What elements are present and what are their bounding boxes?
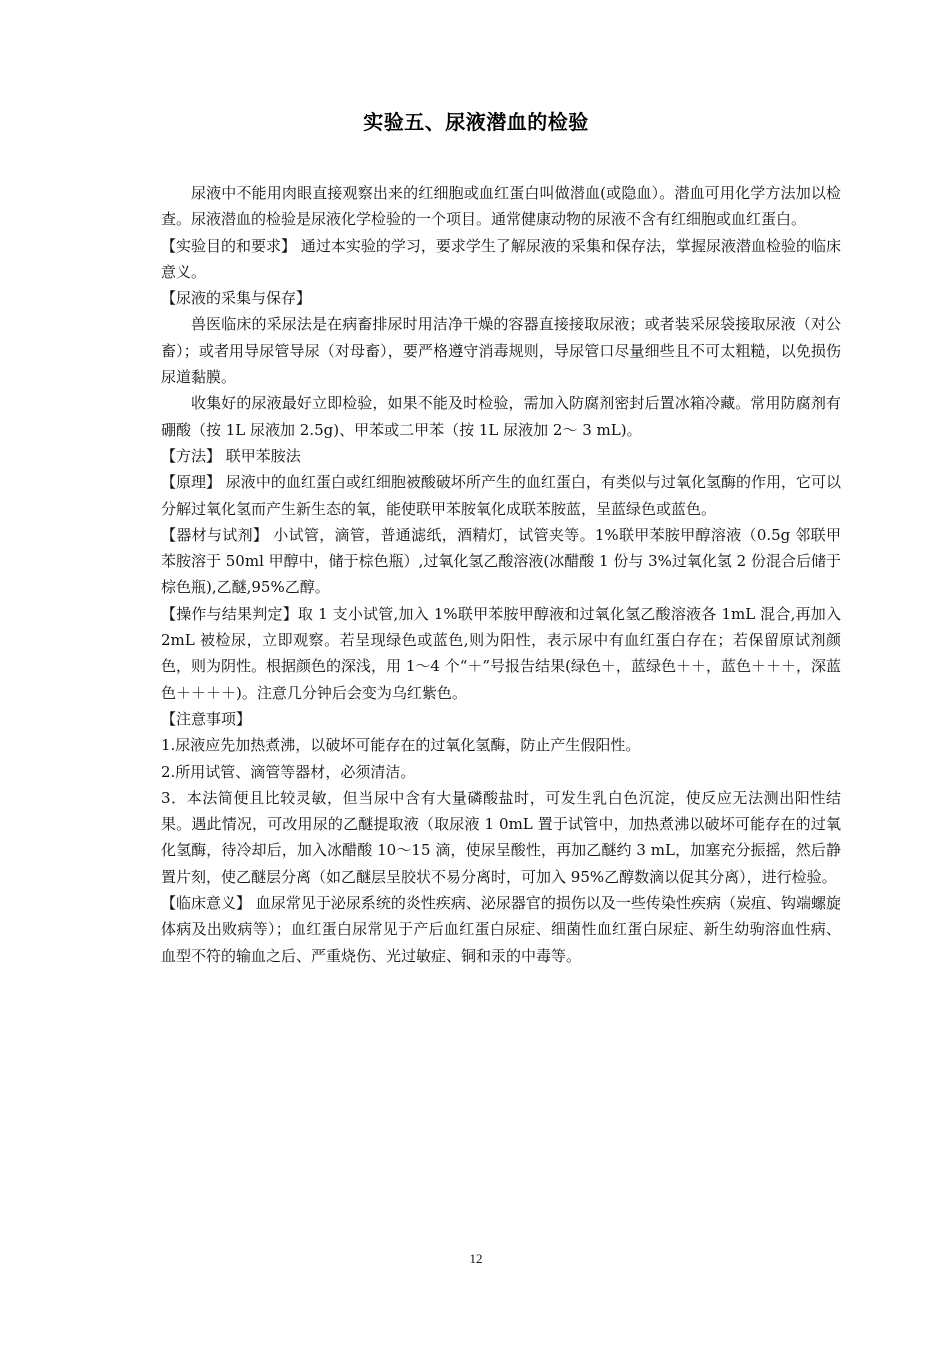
note-item-2: 2.所用试管、滴管等器材，必须清洁。 (161, 762, 416, 781)
materials-paragraph (161, 522, 841, 601)
method-text: 联甲苯胺法 (221, 446, 301, 465)
document-body (161, 180, 841, 969)
purpose-text: 通过本实验的学习，要求学生了解尿液的采集和保存法，掌握尿液潜血检验的临床意义。 (161, 236, 841, 281)
section-heading-notes: 【注意事项】 (161, 709, 252, 728)
method-paragraph (161, 443, 841, 469)
note-item-3: 3．本法简便且比较灵敏，但当尿中含有大量磷酸盐时，可发生乳白色沉淀，使反应无法测出阳性结果。遇此情况，可改用尿的乙醚提取液（取尿液 1 0mL 置于试管中，加热煮沸以破坏可能存在的过氧化氢酶，待冷却后，加入冰醋酸 10～15 滴，使尿呈酸性，再加乙醚约 3 mL，加塞充分振摇，然后静置片刻，使乙醚层分离（如乙醚层呈胶状不易分离时，可加入 95%乙醇数滴以促其分离），进行检验。 (161, 788, 841, 886)
clinical-paragraph (161, 890, 841, 969)
page-number: 12 (469, 1251, 483, 1266)
section-label-materials: 【器材与试剂】 (161, 525, 269, 544)
intro-paragraph: 尿液中不能用肉眼直接观察出来的红细胞或血红蛋白叫做潜血(或隐血）。潜血可用化学方法加以检查。尿液潜血的检验是尿液化学检验的一个项目。通常健康动物的尿液不含有红细胞或血红蛋白。 (161, 184, 841, 229)
clinical-text: 血尿常见于泌尿系统的炎性疾病、泌尿器官的损伤以及一些传染性疾病（炭疽、钩端螺旋体病及出败病等）；血红蛋白尿常见于产后血红蛋白尿症、细菌性血红蛋白尿症、新生幼驹溶血性病、血型不符的输血之后、严重烧伤、光过敏症、铜和汞的中毒等。 (161, 894, 841, 965)
section-label-purpose: 【实验目的和要求】 (161, 236, 297, 255)
section-label-method: 【方法】 (161, 446, 222, 465)
operation-text: 取 1 支小试管,加入 1%联甲苯胺甲醇液和过氧化氢乙酸溶液各 1mL 混合,再加入 2mL 被检尿，立即观察。若呈现绿色或蓝色,则为阳性，表示尿中有血红蛋白存在；若保留原试剂颜色，则为阴性。根据颜色的深浅，用 1～4 个“＋”号报告结果(绿色＋，蓝绿色＋＋，蓝色＋＋＋，深蓝色＋＋＋＋)。注意几分钟后会变为乌红紫色。 (161, 604, 841, 702)
operation-paragraph (161, 601, 841, 706)
section-label-operation: 【操作与结果判定】 (161, 604, 298, 623)
principle-paragraph (161, 469, 841, 522)
materials-text: 小试管，滴管，普通滤纸，酒精灯，试管夹等。1%联甲苯胺甲醇溶液（0.5g 邻联甲苯胺溶于 50ml 甲醇中，储于棕色瓶）,过氧化氢乙酸溶液(冰醋酸 1 份与 3%过氧化氢 2 份混合后储于棕色瓶),乙醚,95%乙醇。 (161, 525, 841, 597)
page-title: 实验五、尿液潜血的检验 (363, 110, 589, 134)
section-label-principle: 【原理】 (161, 473, 222, 492)
principle-text: 尿液中的血红蛋白或红细胞被酸破坏所产生的血红蛋白，有类似与过氧化氢酶的作用，它可以分解过氧化氢而产生新生态的氧，能使联甲苯胺氧化成联苯胺蓝，呈蓝绿色或蓝色。 (161, 473, 841, 518)
collection-paragraph-2: 收集好的尿液最好立即检验，如果不能及时检验，需加入防腐剂密封后置冰箱冷藏。常用防腐剂有硼酸（按 1L 尿液加 2.5g)、甲苯或二甲苯（按 1L 尿液加 2～ 3 mL)。 (161, 394, 841, 439)
section-label-clinical: 【临床意义】 (161, 894, 252, 913)
note-item-1: 1.尿液应先加热煮沸，以破坏可能存在的过氧化氢酶，防止产生假阳性。 (161, 736, 641, 755)
purpose-paragraph (161, 233, 841, 286)
collection-paragraph-1: 兽医临床的采尿法是在病畜排尿时用洁净干燥的容器直接接取尿液；或者装采尿袋接取尿液（对公畜）；或者用导尿管导尿（对母畜），要严格遵守消毒规则，导尿管口尽量细些且不可太粗糙，以免损伤尿道黏膜。 (161, 315, 841, 387)
section-heading-collection: 【尿液的采集与保存】 (161, 289, 312, 308)
